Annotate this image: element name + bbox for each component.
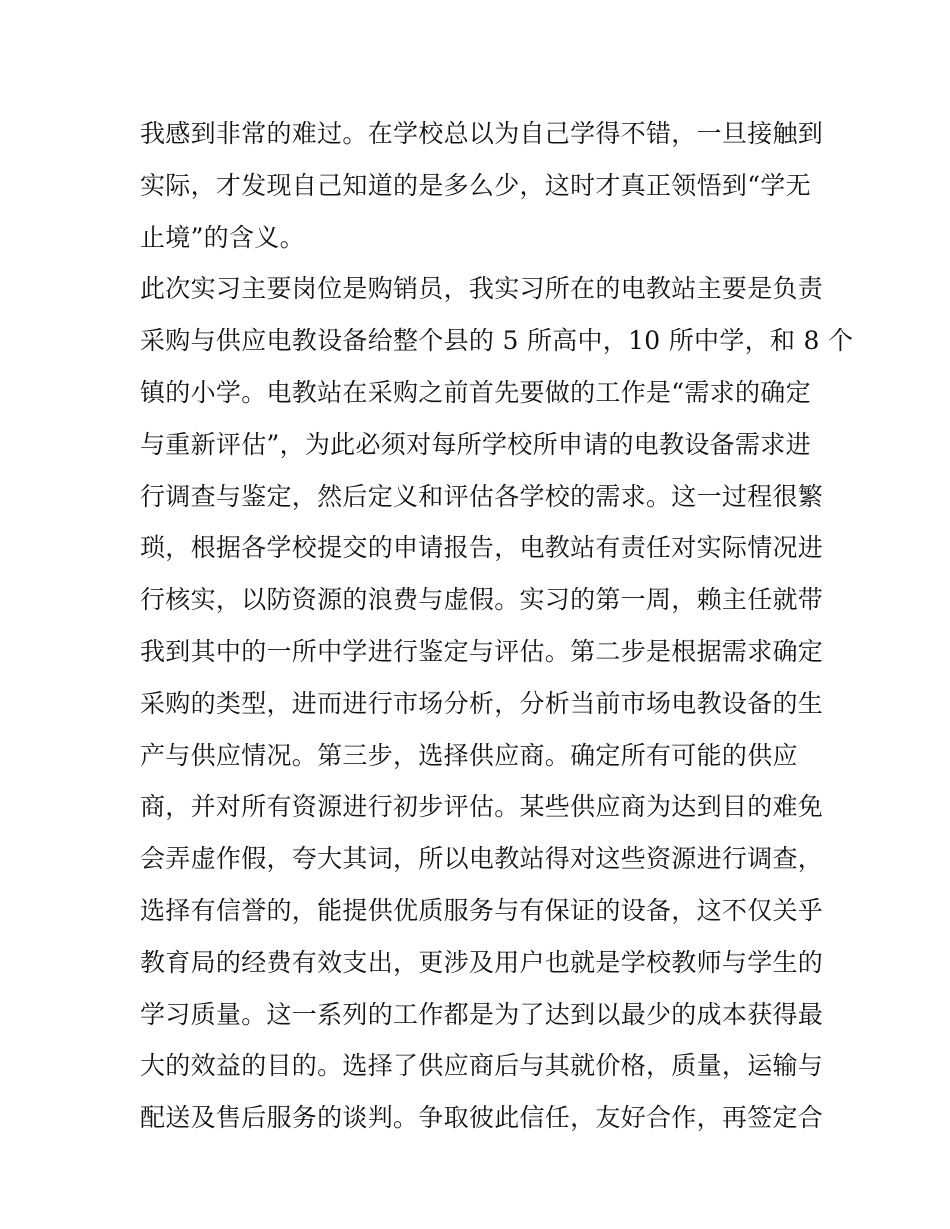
text-line: 采购与供应电教设备给整个县的 5 所高中，10 所中学，和 8 个 [140,326,854,356]
text-line: 我到其中的一所中学进行鉴定与评估。第二步是根据需求确定 [140,636,824,666]
text-line: 大的效益的目的。选择了供应商后与其就价格，质量，运输与 [140,1051,824,1081]
text-line: 止境”的含义。 [140,222,305,252]
text-line: 琐，根据各学校提交的申请报告，电教站有责任对实际情况进 [140,533,824,563]
text-line: 产与供应情况。第三步，选择供应商。确定所有可能的供应 [140,740,798,770]
text-line: 实际，才发现自己知道的是多么少，这时才真正领悟到“学无 [140,170,811,200]
body-text [140,108,854,1144]
text-line: 行调查与鉴定，然后定义和评估各学校的需求。这一过程很繁 [140,481,824,511]
text-line: 学习质量。这一系列的工作都是为了达到以最少的成本获得最 [140,999,824,1029]
text-line: 镇的小学。电教站在采购之前首先要做的工作是“需求的确定 [140,377,811,407]
text-line: 商，并对所有资源进行初步评估。某些供应商为达到目的难免 [140,792,824,822]
text-line: 教育局的经费有效支出，更涉及用户也就是学校教师与学生的 [140,947,824,977]
text-line: 行核实，以防资源的浪费与虚假。实习的第一周，赖主任就带 [140,585,824,615]
text-line: 此次实习主要岗位是购销员，我实习所在的电教站主要是负责 [140,274,824,304]
text-line: 配送及售后服务的谈判。争取彼此信任，友好合作，再签定合 [140,1103,824,1133]
text-line: 选择有信誉的，能提供优质服务与有保证的设备，这不仅关乎 [140,895,824,925]
text-line: 采购的类型，进而进行市场分析，分析当前市场电教设备的生 [140,688,824,718]
text-line: 会弄虚作假，夸大其词，所以电教站得对这些资源进行调查， [140,844,824,874]
text-line: 我感到非常的难过。在学校总以为自己学得不错，一旦接触到 [140,119,824,148]
text-line: 与重新评估”，为此必须对每所学校所申请的电教设备需求进 [140,429,811,459]
